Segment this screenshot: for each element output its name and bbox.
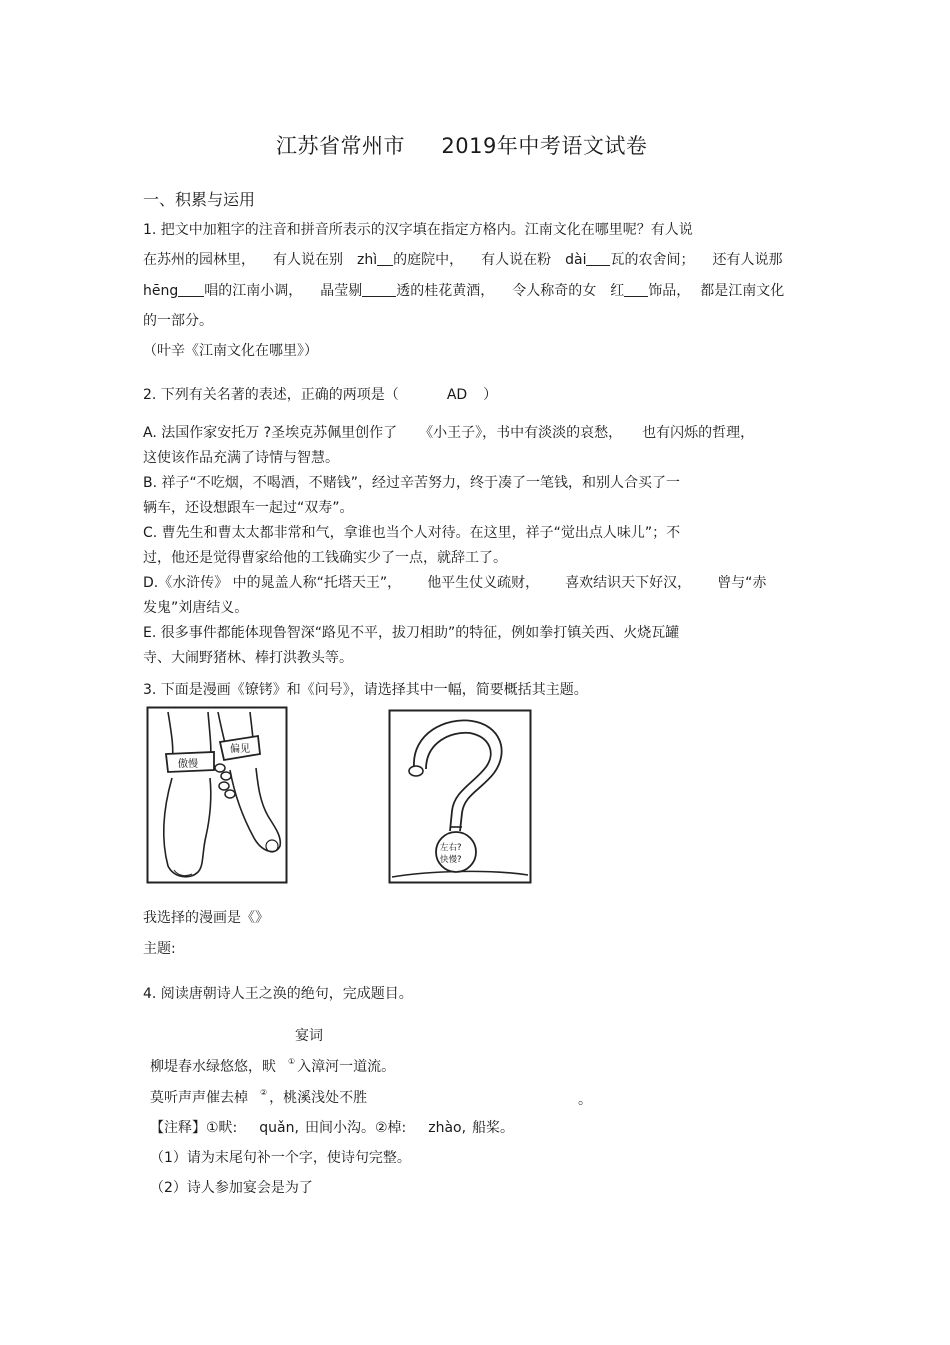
poem-text: 柳堤春水绿悠悠，畎 [150,1059,276,1075]
q2-close: ） [483,387,498,403]
section-heading: 一、积累与运用 [143,190,256,209]
answer-blank[interactable] [624,281,648,297]
q1-text: 晶莹剔 [320,283,363,299]
poem-text: 莫听声声催去棹 [150,1090,248,1106]
q1-text: 红 [610,283,625,299]
q2-option-a-line2: 这使该作品充满了诗情与智慧。 [143,450,339,466]
q1-text: 令人称奇的女 [512,283,597,299]
q1-text: 有人说在粉 [481,252,552,268]
q4-sub2: （2）诗人参加宴会是为了 [150,1180,313,1196]
poem-text: ，桃溪浅处不胜 [269,1090,368,1106]
q1-source: （叶辛《江南文化在哪里》） [143,343,318,359]
option-text: 曾与“赤 [717,575,767,591]
q2-answer: AD [446,387,468,403]
q1-pinyin: dài [565,252,587,268]
title-region: 江苏省常州市 [276,134,405,158]
q1-text: 有人说在别 [273,252,343,268]
q1-line3 [143,280,784,300]
notes-pinyin: quǎn, [259,1120,299,1136]
q1-text: 都是江南文化 [700,283,785,299]
q1-line2 [143,249,782,269]
q1-text: 还有人说那 [712,252,783,268]
notes-text: 船桨。 [472,1120,515,1136]
q2-option-d-line2: 发鬼”刘唐结义。 [143,600,249,616]
q3-choice: 我选择的漫画是《》 [143,910,269,926]
q4-sub1: （1）请为末尾句补一个字，使诗句完整。 [150,1150,411,1166]
q1-text: 在苏州的园林里， [143,252,255,268]
q2-stem [143,384,497,404]
note-marker: ② [260,1088,268,1097]
option-text: 喜欢结识天下好汉， [565,575,692,591]
title-exam: 2019年中考语文试卷 [441,134,648,158]
ball-label-top: 左右? [440,843,462,853]
q2-option-b-line2: 辆车，还设想跟车一起过“双寿”。 [143,500,354,516]
option-text: D.《水浒传》 中的晁盖人称“托塔天王”， [143,575,402,591]
q1-text: 透的桂花黄酒， [396,283,495,299]
poem-line2 [150,1087,367,1107]
answer-blank[interactable] [178,281,204,297]
q1-text: 瓦的农舍间； [610,252,695,268]
cuff-label-right: 偏见 [230,744,250,755]
q2-option-a-line1 [143,422,754,442]
q3-stem: 3. 下面是漫画《镣铐》和《问号》，请选择其中一幅，简要概括其主题。 [143,682,588,698]
option-text: A. 法国作家安托万 ?圣埃克苏佩里创作了 [143,425,398,441]
q1-text: 的庭院中， [393,252,464,268]
option-text: 他平生仗义疏财， [427,575,540,591]
q1-text: 唱的江南小调， [204,283,303,299]
q2-option-c-line1: C. 曹先生和曹太太都非常和气，拿谁也当个人对待。在这里，祥子“觉出点人味儿”；不 [143,525,681,541]
poem-line1 [150,1056,395,1076]
page-title [276,130,647,160]
q2-option-e-line1: E. 很多事件都能体现鲁智深“路见不平，拔刀相助”的特征，例如拳打镇关西、火烧瓦罐 [143,625,680,641]
note-marker: ① [288,1057,296,1066]
ball-label-bottom: 快慢? [440,855,462,865]
q1-pinyin: zhì [357,252,378,268]
q2-option-c-line2: 过，他还是觉得曹家给他的工钱确实少了一点，就辞工了。 [143,550,507,566]
q2-option-e-line2: 寺、大闹野猪林、棒打洪教头等。 [143,650,353,666]
shackles-illustration [146,706,288,884]
q2-option-d-line1 [143,572,766,592]
cartoon-question-mark [388,709,532,887]
poem-notes [150,1117,514,1137]
option-text: 也有闪烁的哲理， [642,425,755,441]
option-text: 《小王子》，书中有淡淡的哀愁， [419,425,623,441]
answer-blank[interactable] [377,250,393,266]
cuff-label-left: 傲慢 [178,759,198,770]
q1-text: 饰品， [648,283,691,299]
q1-pinyin: hēng [143,283,179,299]
q2-stem-text: 2. 下列有关名著的表述，正确的两项是（ [143,387,399,403]
poem-line2-end: 。 [578,1092,592,1108]
question-mark-illustration [388,709,532,887]
poem-title: 宴词 [295,1028,323,1044]
cartoon-shackles [146,706,288,884]
q1-line1: 1. 把文中加粗字的注音和拼音所表示的汉字填在指定方格内。江南文化在哪里呢？有人说 [143,222,693,238]
answer-blank[interactable] [586,250,610,266]
poem-text: 入漳河一道流。 [297,1059,396,1075]
notes-text: 田间小沟。②棹: [304,1120,407,1136]
notes-text: 【注释】①畎: [150,1120,238,1136]
notes-pinyin: zhào, [428,1120,467,1136]
q2-option-b-line1: B. 祥子“不吃烟，不喝酒，不赌钱”，经过辛苦努力，终于凑了一笔钱，和别人合买了一 [143,475,681,491]
q1-line4: 的一部分。 [143,313,213,329]
q4-stem: 4. 阅读唐朝诗人王之涣的绝句，完成题目。 [143,986,413,1002]
q3-theme: 主题: [143,941,176,957]
answer-blank[interactable] [362,281,396,297]
